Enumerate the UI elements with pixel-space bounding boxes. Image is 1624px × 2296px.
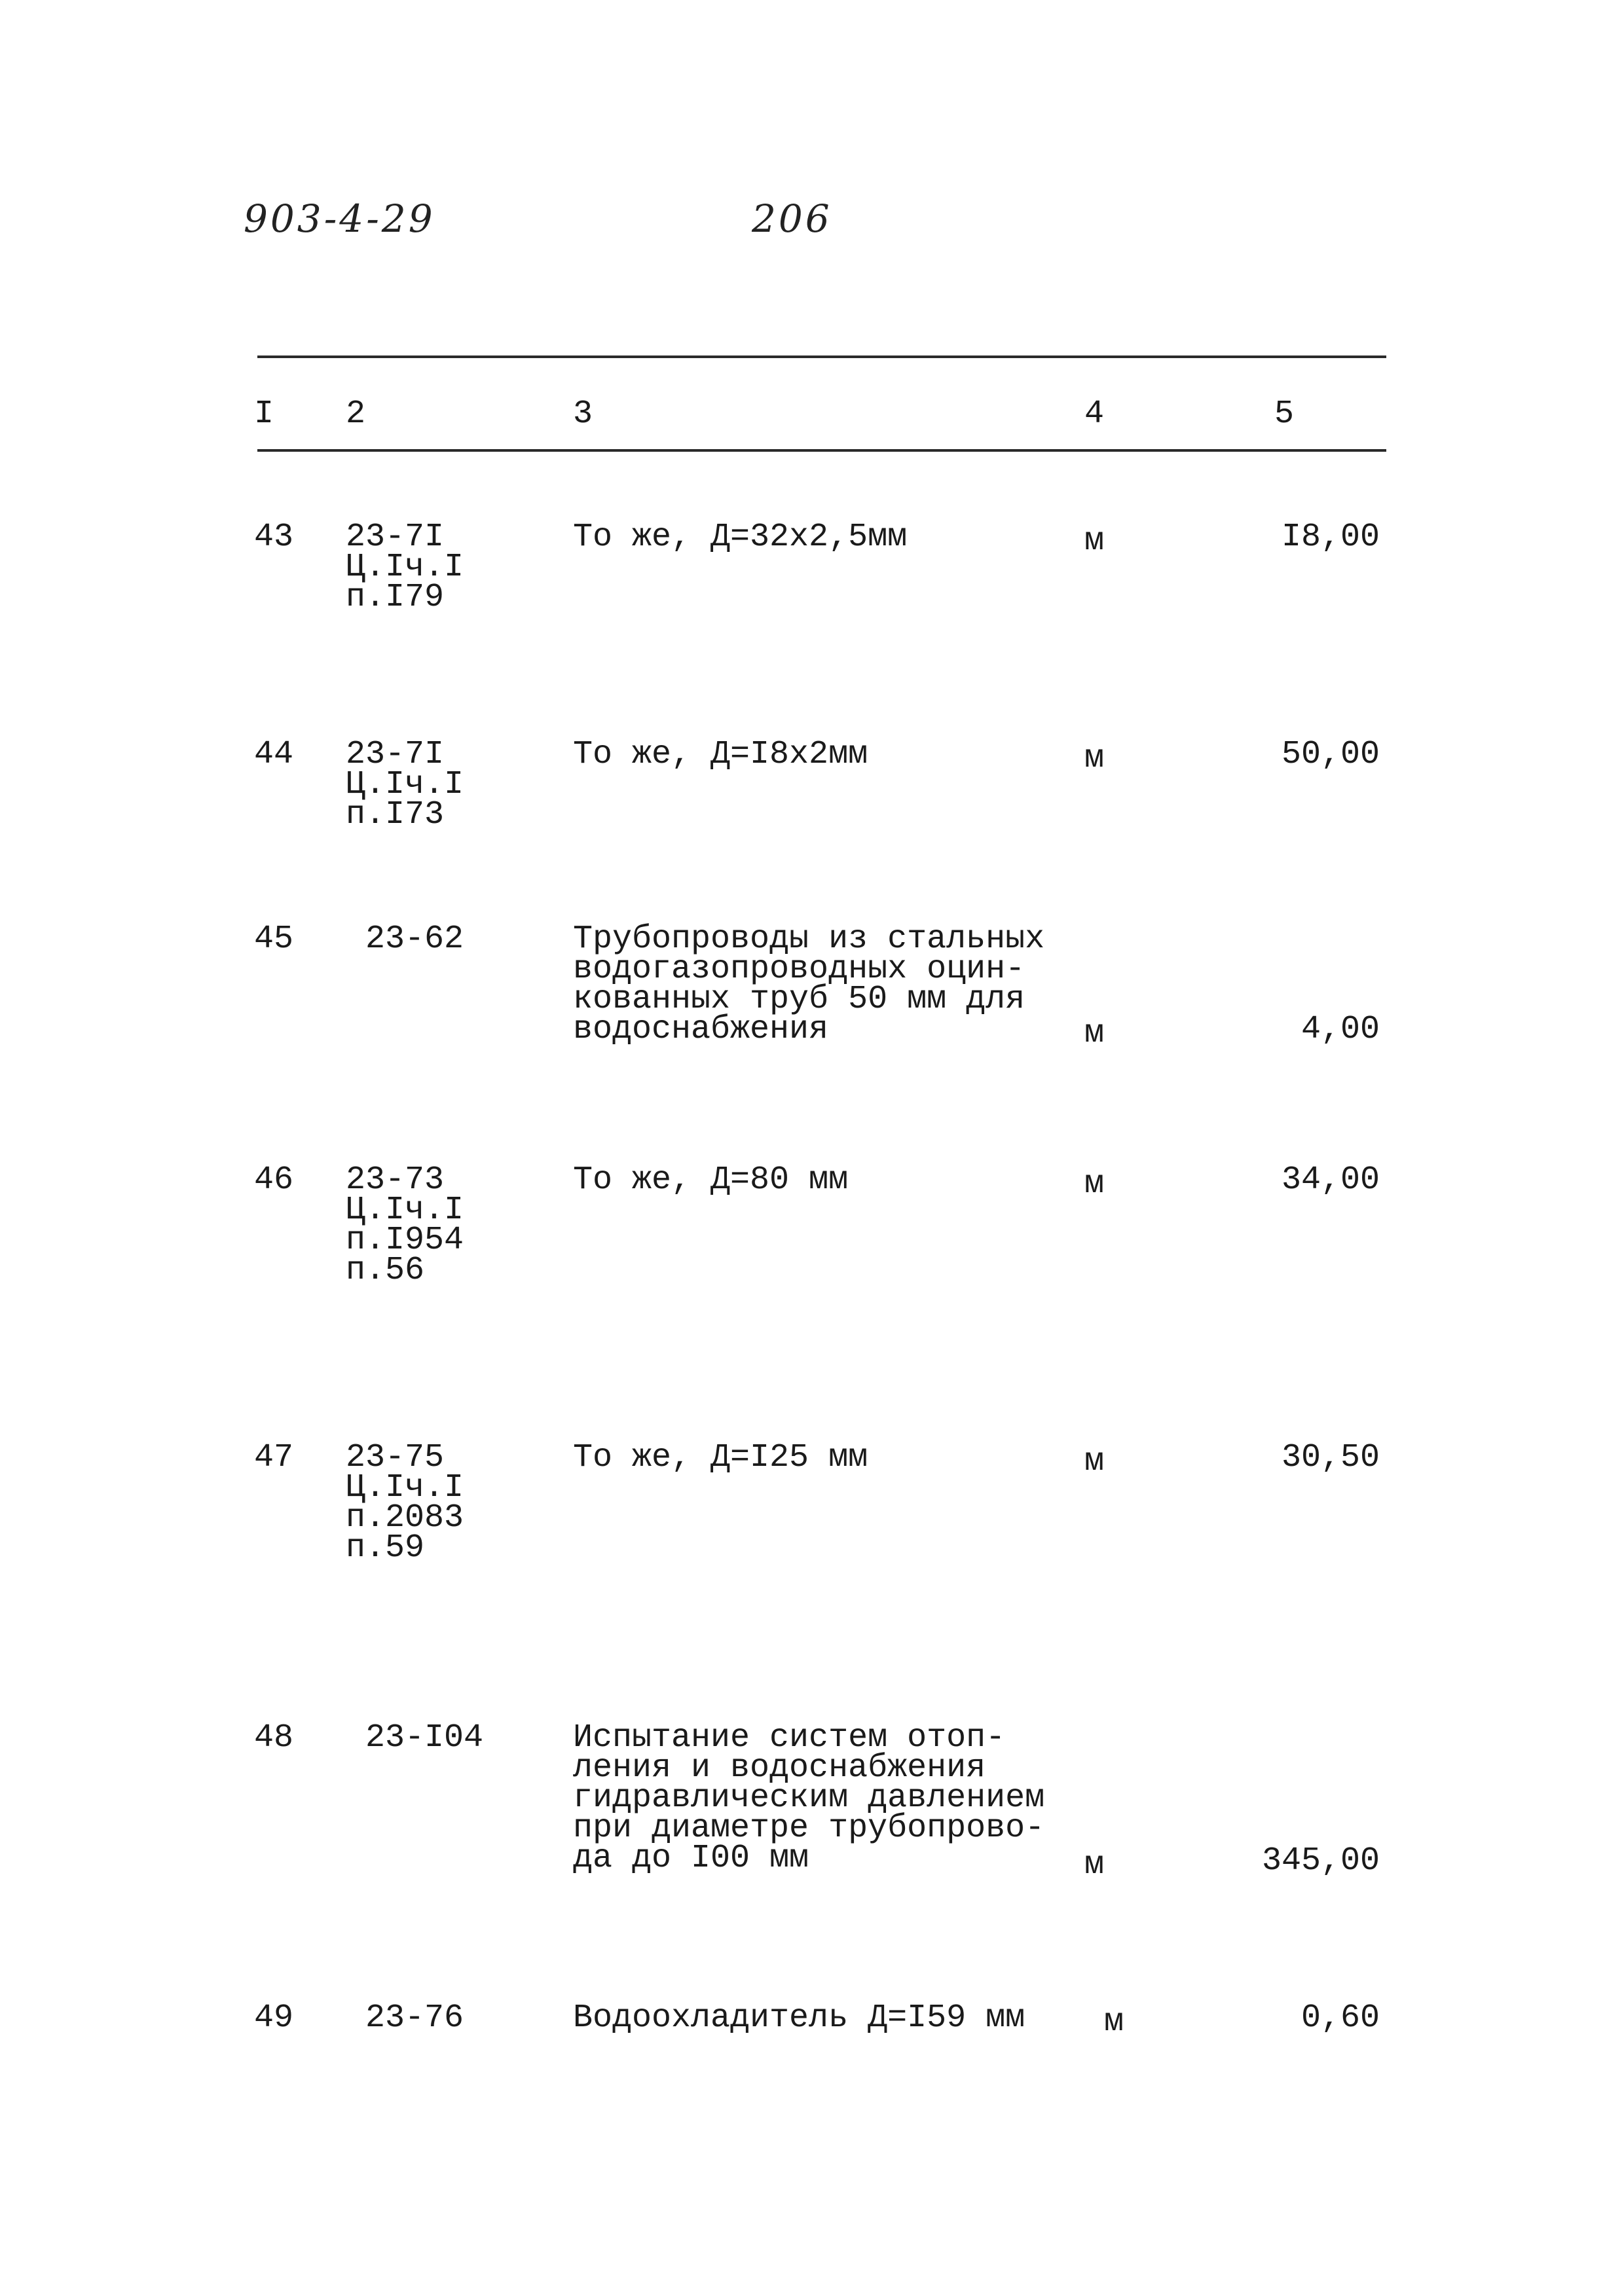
unit: м xyxy=(1084,1015,1105,1052)
norm-code: 23-62 xyxy=(365,920,464,958)
column-header-5: 5 xyxy=(1274,395,1295,433)
work-description: Водоохладитель Д=I59 мм xyxy=(573,1999,1025,2037)
unit: м xyxy=(1084,740,1105,777)
column-header-4: 4 xyxy=(1084,395,1105,433)
column-header-3: 3 xyxy=(573,395,593,433)
norm-code: 23-76 xyxy=(365,1999,464,2037)
norm-code: 23-75 Ц.Iч.I п.2083 п.59 xyxy=(346,1439,464,1567)
row-number: 49 xyxy=(254,1999,294,2037)
column-header-1: I xyxy=(254,395,274,433)
work-description: Испытание систем отоп- ления и водоснабжения гидравлическим давлением при диаметре трубопрово- да до I00 мм xyxy=(573,1719,1045,1877)
unit: м xyxy=(1084,1443,1105,1480)
row-number: 44 xyxy=(254,736,294,773)
work-description: То же, Д=I25 мм xyxy=(573,1439,868,1476)
quantity: 34,00 xyxy=(1281,1161,1380,1199)
quantity: 50,00 xyxy=(1281,736,1380,773)
row-number: 46 xyxy=(254,1161,294,1199)
table-header-rule xyxy=(257,449,1386,452)
work-description: То же, Д=80 мм xyxy=(573,1161,849,1199)
page-number: 206 xyxy=(752,196,832,241)
column-header-2: 2 xyxy=(346,395,366,433)
row-number: 43 xyxy=(254,519,294,556)
unit: м xyxy=(1104,2003,1124,2041)
table-top-rule xyxy=(257,355,1386,358)
quantity: I8,00 xyxy=(1281,519,1380,556)
unit: м xyxy=(1084,1165,1105,1203)
norm-code: 23-7I Ц.Iч.I п.I79 xyxy=(346,519,464,616)
norm-code: 23-73 Ц.Iч.I п.I954 п.56 xyxy=(346,1161,464,1289)
work-description: То же, Д=I8х2мм xyxy=(573,736,868,773)
norm-code: 23-7I Ц.Iч.I п.I73 xyxy=(346,736,464,833)
work-description: Трубопроводы из стальных водогазопроводных оцин- кованных труб 50 мм для водоснабжения xyxy=(573,920,1045,1048)
quantity: 0,60 xyxy=(1301,1999,1380,2037)
quantity: 30,50 xyxy=(1281,1439,1380,1476)
row-number: 47 xyxy=(254,1439,294,1476)
unit: м xyxy=(1084,522,1105,560)
quantity: 345,00 xyxy=(1261,1842,1380,1880)
row-number: 48 xyxy=(254,1719,294,1757)
document-code: 903-4-29 xyxy=(244,196,435,241)
unit: м xyxy=(1084,1846,1105,1884)
row-number: 45 xyxy=(254,920,294,958)
quantity: 4,00 xyxy=(1301,1011,1380,1048)
work-description: То же, Д=32х2,5мм xyxy=(573,519,908,556)
norm-code: 23-I04 xyxy=(365,1719,484,1757)
